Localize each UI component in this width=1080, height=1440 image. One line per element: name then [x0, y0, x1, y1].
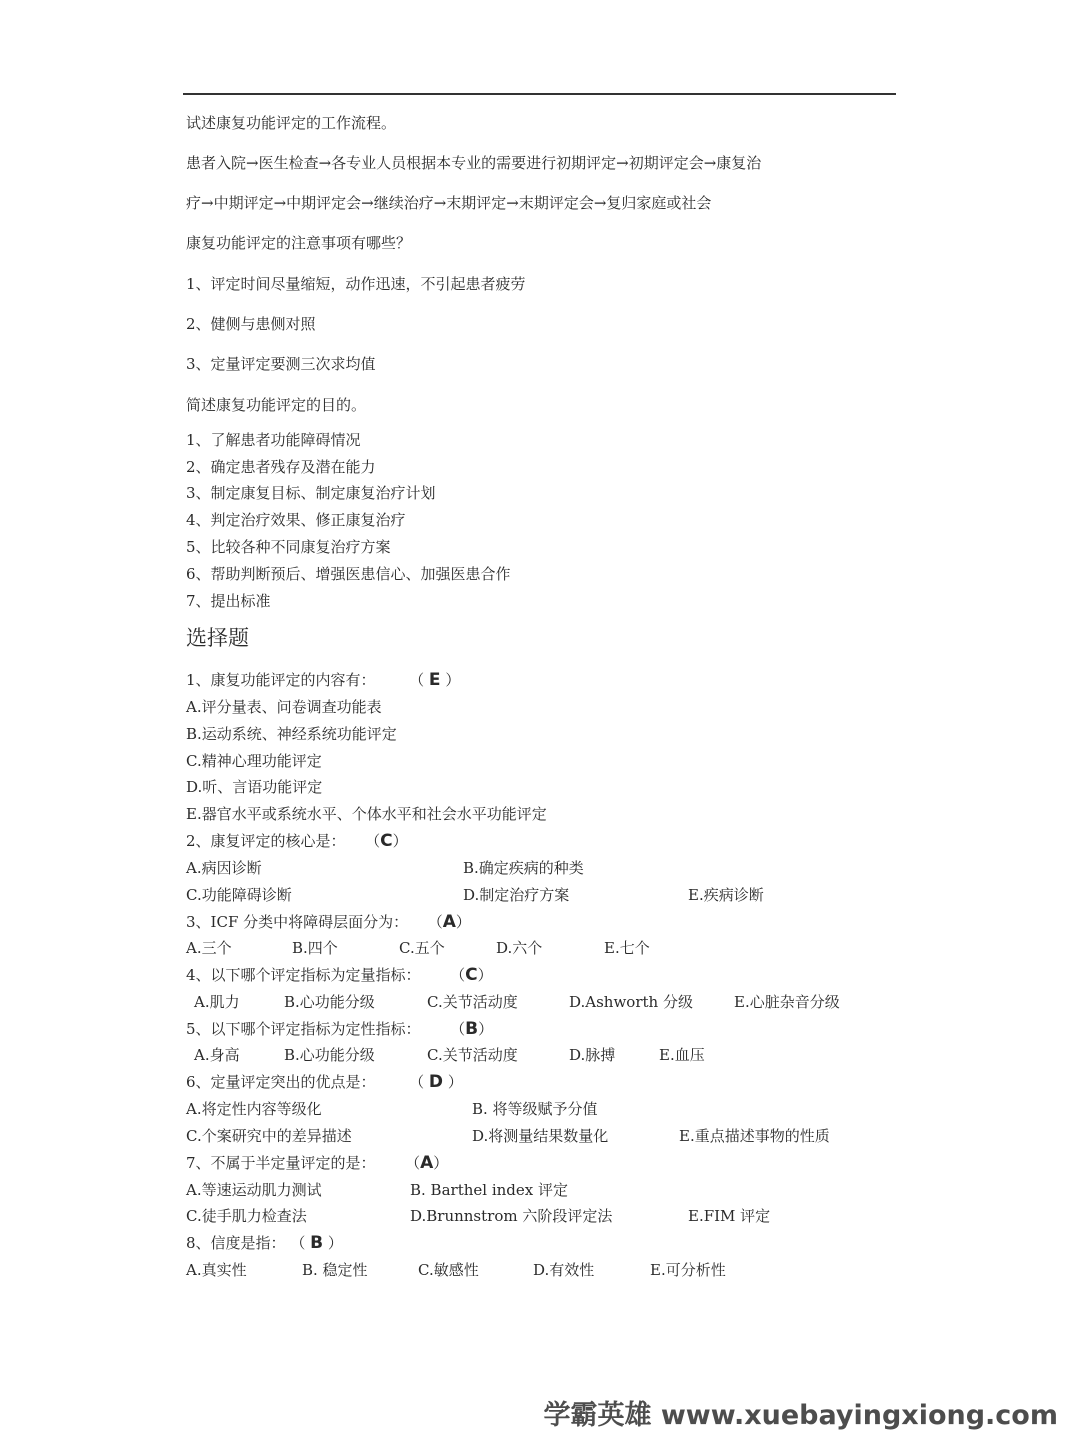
option: E.可分析性 — [650, 1261, 726, 1279]
option: B. 将等级赋予分值 — [472, 1100, 598, 1118]
note-item: 3、定量评定要测三次求均值 — [186, 355, 376, 373]
workflow-line-1: 患者入院→医生检查→各专业人员根据本专业的需要进行初期评定→初期评定会→康复治 — [186, 154, 762, 172]
mc-question-5 — [186, 1020, 493, 1038]
mc-question-3 — [186, 913, 471, 931]
answer-open: （ — [409, 1073, 425, 1091]
option: D.将测量结果数量化 — [472, 1127, 609, 1145]
purpose-item: 5、比较各种不同康复治疗方案 — [186, 538, 391, 556]
option: A.等速运动肌力测试 — [186, 1181, 322, 1199]
option: E.七个 — [604, 939, 650, 957]
option: D.制定治疗方案 — [463, 886, 570, 904]
mc-question-1 — [186, 671, 460, 689]
answer-open: （ — [290, 1234, 306, 1252]
answer-key: A — [442, 912, 456, 932]
option: A.将定性内容等级化 — [186, 1100, 322, 1118]
purpose-item: 7、提出标准 — [186, 592, 271, 610]
mc-question-7 — [186, 1154, 448, 1172]
option: C.敏感性 — [418, 1261, 479, 1279]
question-stem: 4、以下哪个评定指标为定量指标： — [186, 966, 421, 984]
option: E.FIM 评定 — [688, 1207, 771, 1225]
answer-key: C — [380, 831, 393, 851]
option: A.真实性 — [186, 1261, 247, 1279]
option: B.心功能分级 — [284, 993, 375, 1011]
option: B.运动系统、神经系统功能评定 — [186, 725, 397, 743]
option: A.评分量表、问卷调查功能表 — [186, 698, 382, 716]
answer-close: ） — [455, 913, 471, 931]
option: C.精神心理功能评定 — [186, 752, 322, 770]
question-stem: 2、康复评定的核心是： — [186, 832, 346, 850]
question-stem: 6、定量评定突出的优点是： — [186, 1073, 376, 1091]
option: C.功能障碍诊断 — [186, 886, 292, 904]
option: A.病因诊断 — [186, 859, 262, 877]
option: E.重点描述事物的性质 — [679, 1127, 830, 1145]
answer-open: （ — [450, 966, 466, 984]
option: C.关节活动度 — [427, 1046, 518, 1064]
answer-key: B — [465, 1019, 479, 1039]
question-stem: 1、康复功能评定的内容有： — [186, 671, 376, 689]
option: B.确定疾病的种类 — [463, 859, 584, 877]
option: E.心脏杂音分级 — [734, 993, 840, 1011]
answer-open: （ — [450, 1020, 466, 1038]
option: D.听、言语功能评定 — [186, 778, 323, 796]
answer-close: ） — [392, 832, 408, 850]
question-notes: 康复功能评定的注意事项有哪些？ — [186, 234, 412, 252]
note-item: 1、评定时间尽量缩短，动作迅速，不引起患者疲劳 — [186, 275, 526, 293]
workflow-line-2: 疗→中期评定→中期评定会→继续治疗→末期评定→末期评定会→复归家庭或社会 — [186, 194, 712, 212]
option: D.脉搏 — [569, 1046, 616, 1064]
question-stem: 7、不属于半定量评定的是： — [186, 1154, 376, 1172]
option: B. Barthel index 评定 — [410, 1181, 568, 1199]
answer-key: C — [465, 965, 478, 985]
option: D.Brunnstrom 六阶段评定法 — [410, 1207, 613, 1225]
answer-key: E — [428, 670, 441, 690]
option: E.血压 — [659, 1046, 705, 1064]
question-purpose: 简述康复功能评定的目的。 — [186, 396, 367, 414]
answer-open: （ — [427, 913, 443, 931]
option: D.六个 — [496, 939, 543, 957]
answer-key: D — [428, 1072, 444, 1092]
option: A.肌力 — [194, 993, 240, 1011]
header-rule — [183, 93, 896, 95]
answer-key: B — [310, 1233, 324, 1253]
note-item: 2、健侧与患侧对照 — [186, 315, 316, 333]
purpose-item: 3、制定康复目标、制定康复治疗计划 — [186, 484, 436, 502]
answer-close: ） — [477, 966, 493, 984]
option: C.徒手肌力检查法 — [186, 1207, 307, 1225]
question-stem: 3、ICF 分类中将障碍层面分为： — [186, 913, 409, 931]
mc-question-8 — [186, 1234, 343, 1252]
purpose-item: 1、了解患者功能障碍情况 — [186, 431, 361, 449]
option: C.五个 — [399, 939, 445, 957]
mc-question-6 — [186, 1073, 463, 1091]
option: C.个案研究中的差异描述 — [186, 1127, 352, 1145]
purpose-item: 6、帮助判断预后、增强医患信心、加强医患合作 — [186, 565, 511, 583]
answer-open: （ — [365, 832, 381, 850]
answer-key: A — [420, 1153, 434, 1173]
purpose-item: 2、确定患者残存及潜在能力 — [186, 458, 376, 476]
question-stem: 5、以下哪个评定指标为定性指标： — [186, 1020, 421, 1038]
question-workflow: 试述康复功能评定的工作流程。 — [186, 114, 397, 132]
option: B. 稳定性 — [302, 1261, 368, 1279]
answer-open: （ — [405, 1154, 421, 1172]
option: E.疾病诊断 — [688, 886, 764, 904]
purpose-item: 4、判定治疗效果、修正康复治疗 — [186, 511, 406, 529]
answer-close: ） — [445, 671, 461, 689]
answer-open: （ — [409, 671, 425, 689]
answer-close: ） — [478, 1020, 494, 1038]
option: D.有效性 — [533, 1261, 595, 1279]
option: C.关节活动度 — [427, 993, 518, 1011]
option: D.Ashworth 分级 — [569, 993, 693, 1011]
option: A.身高 — [194, 1046, 240, 1064]
mc-question-4 — [186, 966, 493, 984]
answer-close: ） — [433, 1154, 449, 1172]
section-heading-choice: 选择题 — [186, 626, 249, 650]
watermark: 学霸英雄 www.xuebayingxiong.com — [543, 1400, 1058, 1431]
option: E.器官水平或系统水平、个体水平和社会水平功能评定 — [186, 805, 547, 823]
answer-close: ） — [447, 1073, 463, 1091]
option: B.心功能分级 — [284, 1046, 375, 1064]
answer-close: ） — [327, 1234, 343, 1252]
question-stem: 8、信度是指： — [186, 1234, 286, 1252]
option: A.三个 — [186, 939, 232, 957]
option: B.四个 — [292, 939, 338, 957]
mc-question-2 — [186, 832, 408, 850]
